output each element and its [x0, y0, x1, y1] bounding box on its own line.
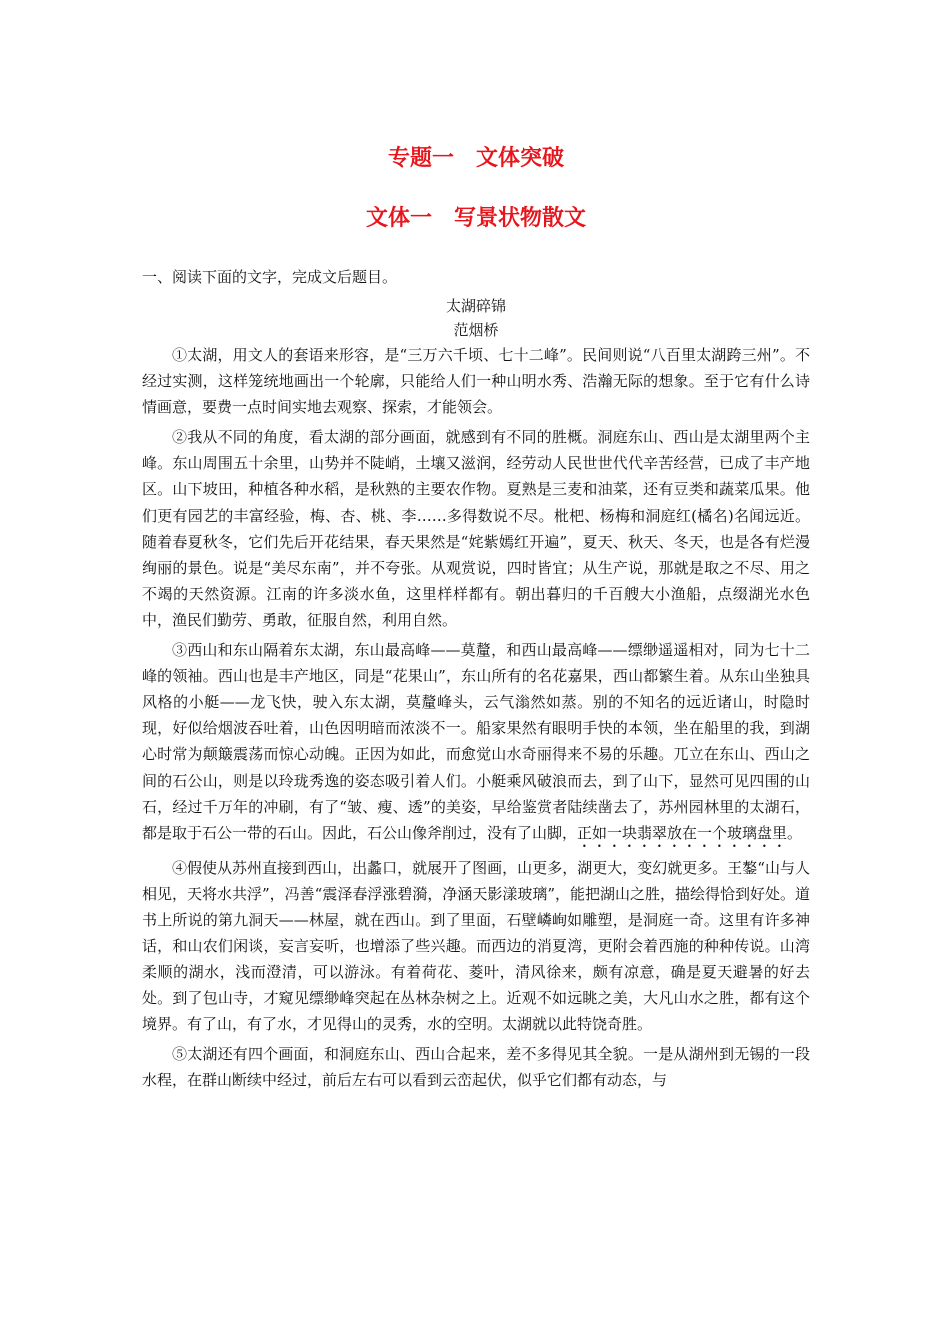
paragraph-1: ①太湖，用文人的套语来形容，是“三万六千顷、七十二峰”。民间则说“八百里太湖跨三州”。不经过实测，这样笼统地画出一个轮廓，只能给人们一种山明水秀、浩瀚无际的想象。至于它有什么诗情画意，要费一点时间实地去观察、探索，才能领会。 [142, 346, 810, 417]
paragraph-4: ④假使从苏州直接到西山，出蠡口，就展开了图画，山更多，湖更大，变幻就更多。王鏊“山与人相见，天将水共浮”，冯善“震泽春浮涨碧漪，净涵天影漾玻璃”，能把湖山之胜，描绘得恰到好处。道书上所说的第九洞天——林屋，就在西山。到了里面，石壁嶙峋如雕塑，是洞庭一奇。这里有许多神话，和山农们闲谈，妄言妄听，也增添了些兴趣。而西边的消夏湾，更附会着西施的种种传说。山湾柔顺的湖水，浅而澄清，可以游泳。有着荷花、菱叶，清风徐来，颇有凉意，确是夏天避暑的好去处。到了包山寺，才窥见缥缈峰突起在丛林杂树之上。近观不如远眺之美，大凡山水之胜，都有这个境界。有了山，有了水，才见得山的灵秀，水的空明。太湖就以此特饶奇胜。 [142, 858, 811, 1034]
question-instruction: 一、阅读下面的文字，完成文后题目。 [142, 268, 398, 286]
essay-author: 范烟桥 [453, 321, 499, 339]
paragraph-2: ②我从不同的角度，看太湖的部分画面，就感到有不同的胜概。洞庭东山、西山是太湖里两个主峰。东山周围五十余里，山势并不陡峭，土壤又滋润，经劳动人民世世代代辛苦经营，已成了丰产地区。山下坡田，种植各种水稻，是秋熟的主要农作物。夏熟是三麦和油菜，还有豆类和蔬菜瓜果。他们更有园艺的丰富经验，梅、杏、桃、李……多得数说不尽。枇杷、杨梅和洞庭红(橘名)名闻远近。随着春夏秋冬，它们先后开花结果，春天果然是“姹紫嫣红开遍”，夏天、秋天、冬天，也是各有烂漫绚丽的景色。说是“美尽东南”，并不夸张。从观赏说，四时皆宜；从生产说，那就是取之不尽、用之不竭的天然资源。江南的许多淡水鱼，这里样样都有。朝出暮归的千百艘大小渔船，点缀湖光水色中，渔民们勤劳、勇敢，征服自然，利用自然。 [142, 428, 810, 629]
paragraph-5: ⑤太湖还有四个画面，和洞庭东山、西山合起来，差不多得见其全貌。一是从湖州到无锡的一段水程，在群山断续中经过，前后左右可以看到云峦起伏，似乎它们都有动态，与 [142, 1045, 810, 1090]
page-title: 专题一 文体突破 [387, 145, 564, 171]
paragraph-3 [142, 637, 810, 851]
paragraph-3-text: ③西山和东山隔着东太湖，东山最高峰——莫釐，和西山最高峰——缥缈遥遥相对，同为七十二峰的领袖。西山也是丰产地区，同是“花果山”，东山所有的名花嘉果，西山都繁生着。从东山坐独具风格的小艇——龙飞快，驶入东太湖，莫釐峰头，云气滃然如蒸。别的不知名的远近诸山，时隐时现，好似给烟波吞吐着，山色因明暗而浓淡不一。船家果然有眼明手快的本领，坐在船里的我，到湖心时常为颠簸震荡而惊心动魄。正因为如此，而愈觉山水奇丽得来不易的乐趣。兀立在东山、西山之间的石公山，则是以玲珑秀逸的姿态吸引着人们。小艇乘风破浪而去，到了山下，显然可见四围的山石，经过千万年的冲刷，有了“皱、瘦、透”的美姿，早给鉴赏者陆续凿去了，苏州园林里的太湖石，都是取于石公一带的石山。因此，石公山像斧削过，没有了山脚， [142, 641, 810, 842]
emphasized-sentence: 正如一块翡翠放在一个玻璃盘里 [577, 823, 788, 842]
essay-title: 太湖碎锦 [445, 297, 506, 315]
emphasized-sentence-end: 。 [787, 823, 803, 842]
essay-body [142, 342, 810, 1098]
page-subtitle: 文体一 写景状物散文 [365, 205, 586, 231]
